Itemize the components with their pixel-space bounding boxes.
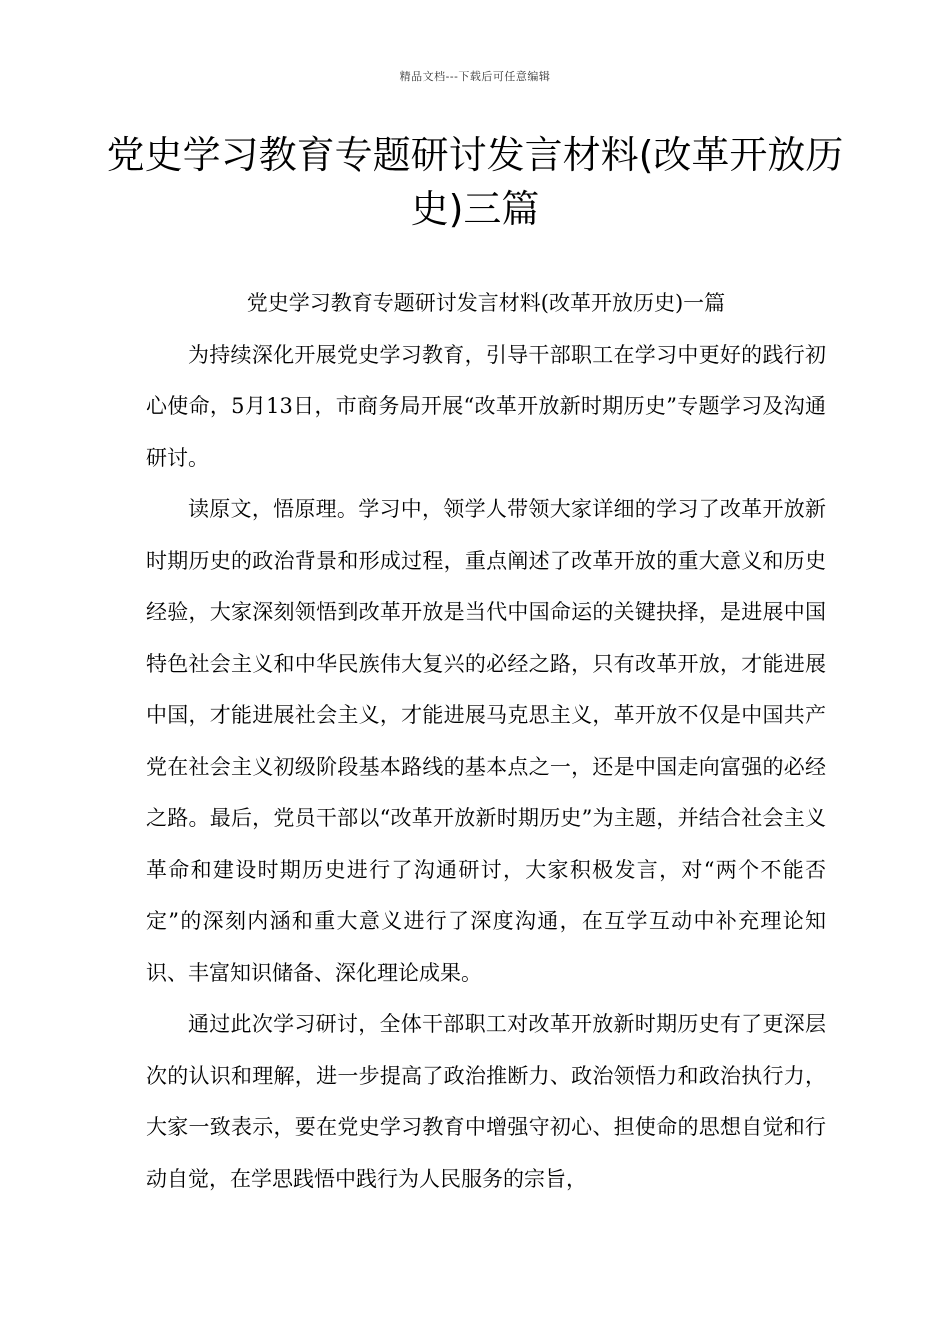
paragraph-2: 读原文，悟原理。学习中，领学人带领大家详细的学习了改革开放新时期历史的政治背景和形成过程，重点阐述了改革开放的重大意义和历史经验，大家深刻领悟到改革开放是当代中国命运的关键抉择，是进展中国特色社会主义和中华民族伟大复兴的必经之路，只有改革开放，才能进展中国，才能进展社会主义，才能进展马克思主义，革开放不仅是中国共产党在社会主义初级阶段基本路线的基本点之一，还是中国走向富强的必经之路。最后，党员干部以“改革开放新时期历史”为主题，并结合社会主义革命和建设时期历史进行了沟通研讨，大家积极发言，对“两个不能否定”的深刻内涵和重大意义进行了深度沟通，在互学互动中补充理论知识、丰富知识储备、深化理论成果。 [146,497,826,985]
document-body [146,278,826,1205]
paragraph-1: 为持续深化开展党史学习教育，引导干部职工在学习中更好的践行初心使命，5月13日，市商务局开展“改革开放新时期历史”专题学习及沟通研讨。 [146,342,826,470]
paragraph-3: 通过此次学习研讨，全体干部职工对改革开放新时期历史有了更深层次的认识和理解，进一步提高了政治推断力、政治领悟力和政治执行力，大家一致表示，要在党史学习教育中增强守初心、担使命的思想自觉和行动自觉，在学思践悟中践行为人民服务的宗旨， [146,1012,826,1191]
header-note: 精品文档---下载后可任意编辑 [399,70,551,83]
document-title: 党史学习教育专题研讨发言材料(改革开放历史)三篇 [106,133,844,231]
section-subtitle: 党史学习教育专题研讨发言材料(改革开放历史)一篇 [246,291,726,315]
